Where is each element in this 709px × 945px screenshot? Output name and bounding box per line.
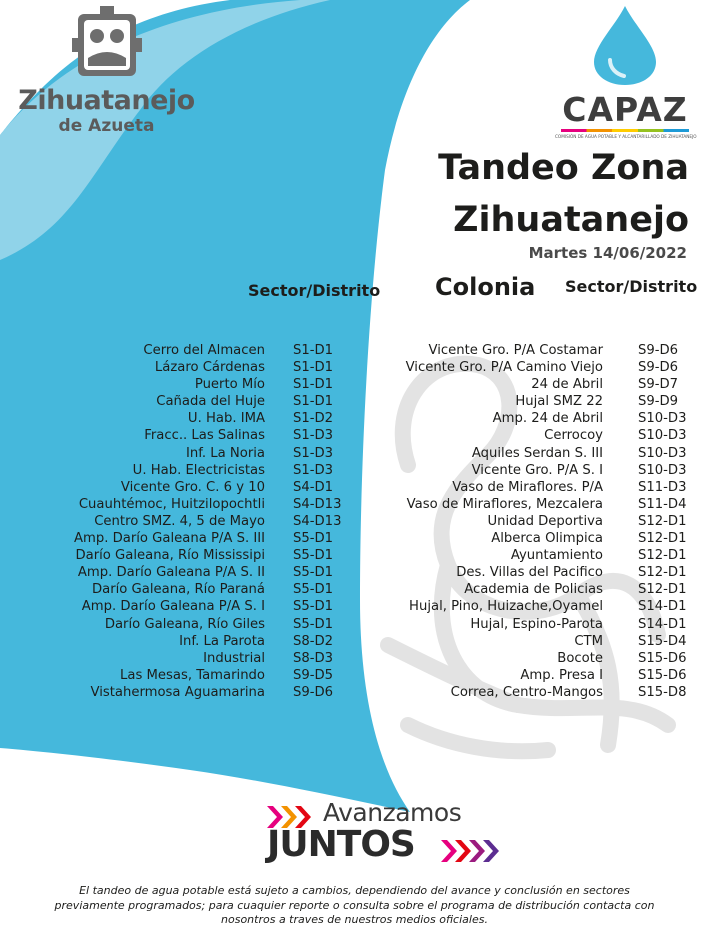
sector-code: S1-D3: [293, 462, 334, 478]
sector-code: S5-D1: [293, 616, 334, 632]
capaz-color-bar: [561, 129, 689, 132]
schedule-date: Martes 14/06/2022: [528, 244, 687, 262]
colonia-name: Aquiles Serdan S. III: [471, 445, 603, 461]
sector-code: S1-D2: [293, 411, 334, 427]
footer-disclaimer: El tandeo de agua potable está sujeto a cambios, dependiendo del avance y conclusión en sectores previamente programados; para cuaquier reporte o consulta sobre el programa de distribución contacta con nosontros a traves de nuestros medios oficiales.: [54, 884, 655, 926]
table-row: [355, 359, 705, 376]
municipality-name: Zihuatanejo: [18, 85, 195, 116]
table-row: [30, 581, 350, 598]
table-row: [30, 530, 350, 547]
table-row: [30, 427, 350, 444]
sector-code: S9-D6: [638, 360, 679, 376]
table-row: [355, 633, 705, 650]
colonia-name: Darío Galeana, Río Giles: [104, 616, 265, 632]
colonia-name: Las Mesas, Tamarindo: [120, 667, 265, 683]
sector-code: S12-D1: [638, 513, 687, 529]
colonia-name: Des. Villas del Pacifico: [456, 565, 603, 581]
colonia-name: Inf. La Parota: [179, 633, 265, 649]
sector-code: S8-D2: [293, 633, 334, 649]
colonia-name: Vicente Gro. P/A Costamar: [428, 343, 603, 358]
header-sector-left: Sector/Distrito: [248, 281, 381, 300]
colonia-name: Hujal, Pino, Huizache,Oyamel: [409, 599, 603, 615]
sector-code: S11-D3: [638, 479, 687, 495]
sector-code: S11-D4: [638, 496, 687, 512]
sector-code: S14-D1: [638, 616, 687, 632]
capaz-tagline: COMISIÓN DE AGUA POTABLE Y ALCANTARILLADO DE ZIHUATANEJO: [555, 134, 697, 139]
table-row: [30, 684, 350, 701]
sector-code: S12-D1: [638, 565, 687, 581]
table-row: [30, 393, 350, 410]
colonia-name: Vaso de Miraflores, Mezcalera: [406, 496, 603, 512]
sector-code: S15-D6: [638, 667, 687, 683]
colonia-name: CTM: [574, 633, 603, 649]
sector-code: S10-D3: [638, 411, 687, 427]
table-row: [355, 376, 705, 393]
colonia-name: Hujal, Espino-Parota: [470, 616, 603, 632]
slogan-bottom: JUNTOS: [267, 824, 415, 865]
colonia-name: Centro SMZ. 4, 5 de Mayo: [94, 513, 265, 529]
table-row: [355, 547, 705, 564]
table-row: [355, 496, 705, 513]
table-row: [30, 650, 350, 667]
table-row: [30, 616, 350, 633]
colonia-name: Academia de Policias: [464, 582, 603, 598]
colonia-name: Correa, Centro-Mangos: [450, 684, 603, 700]
table-row: [30, 445, 350, 462]
sector-code: S15-D8: [638, 684, 687, 700]
colonia-name: Alberca Olimpica: [491, 531, 603, 547]
colonia-name: Vistahermosa Aguamarina: [90, 684, 265, 700]
table-row: [30, 342, 350, 359]
table-row: [30, 667, 350, 684]
header-sector-right: Sector/Distrito: [565, 277, 698, 296]
colonia-name: Vicente Gro. C. 6 y 10: [120, 479, 265, 495]
table-row: [30, 479, 350, 496]
sector-code: S12-D1: [638, 582, 687, 598]
colonia-name: Puerto Mío: [194, 377, 265, 393]
title-line-2: Zihuatanejo: [453, 200, 689, 240]
header-colonia: Colonia: [435, 273, 536, 301]
sector-code: S4-D13: [293, 513, 342, 529]
colonia-name: Bocote: [557, 650, 603, 666]
sector-code: S10-D3: [638, 428, 687, 444]
table-row: [355, 462, 705, 479]
page-title: [438, 142, 689, 246]
colonia-name: Lázaro Cárdenas: [154, 360, 265, 376]
capaz-logo: [555, 4, 695, 139]
sector-code: S14-D1: [638, 599, 687, 615]
table-row: [30, 564, 350, 581]
municipality-subtitle: de Azueta: [58, 116, 155, 136]
colonia-name: Unidad Deportiva: [487, 513, 603, 529]
chevron-arrows-trailing-icon: [439, 836, 501, 866]
table-row: [30, 547, 350, 564]
colonia-name: Fracc.. Las Salinas: [144, 428, 265, 444]
colonia-name: Amp. Darío Galeana P/A S. I: [81, 599, 265, 615]
municipal-crest-icon: [72, 6, 142, 84]
colonia-name: Vicente Gro. P/A Camino Viejo: [405, 360, 603, 376]
colonia-name: Inf. La Noria: [185, 445, 265, 461]
table-row: [30, 598, 350, 615]
table-row: [355, 667, 705, 684]
sector-code: S15-D4: [638, 633, 687, 649]
table-row: [30, 633, 350, 650]
colonia-name: Cañada del Huje: [156, 394, 265, 410]
table-row: [355, 513, 705, 530]
table-row: [355, 598, 705, 615]
sector-code: S9-D6: [293, 684, 334, 700]
colonia-name: Vicente Gro. P/A S. I: [471, 462, 603, 478]
slogan-logo: [263, 796, 503, 868]
table-row: [355, 616, 705, 633]
table-row: [355, 564, 705, 581]
sector-code: S1-D1: [293, 343, 334, 358]
table-row: [30, 359, 350, 376]
colonia-name: Industrial: [203, 650, 265, 666]
sector-code: S9-D6: [638, 343, 679, 358]
sector-code: S8-D3: [293, 650, 334, 666]
colonia-name: Ayuntamiento: [510, 548, 603, 564]
sector-code: S1-D1: [293, 360, 334, 376]
table-row: [355, 342, 705, 359]
table-row: [355, 479, 705, 496]
sector-code: S10-D3: [638, 462, 687, 478]
table-row: [355, 581, 705, 598]
table-row: [355, 427, 705, 444]
table-row: [30, 376, 350, 393]
right-schedule-table: [355, 342, 705, 701]
colonia-name: Darío Galeana, Río Paraná: [91, 582, 265, 598]
colonia-name: Amp. 24 de Abril: [492, 411, 603, 427]
table-row: [30, 513, 350, 530]
sector-code: S10-D3: [638, 445, 687, 461]
colonia-name: Hujal SMZ 22: [515, 394, 603, 410]
table-row: [30, 496, 350, 513]
title-line-1: Tandeo Zona: [438, 148, 689, 188]
table-row: [30, 462, 350, 479]
colonia-name: Cuauhtémoc, Huitzilopochtli: [78, 496, 265, 512]
colonia-name: Vaso de Miraflores. P/A: [452, 479, 603, 495]
table-row: [355, 530, 705, 547]
table-row: [355, 410, 705, 427]
sector-code: S15-D6: [638, 650, 687, 666]
sector-code: S12-D1: [638, 548, 687, 564]
table-row: [30, 410, 350, 427]
sector-code: S1-D1: [293, 377, 334, 393]
table-row: [355, 650, 705, 667]
colonia-name: Darío Galeana, Río Mississipi: [75, 548, 265, 564]
sector-code: S5-D1: [293, 548, 334, 564]
sector-code: S5-D1: [293, 582, 334, 598]
sector-code: S9-D9: [638, 394, 679, 410]
sector-code: S12-D1: [638, 531, 687, 547]
table-row: [355, 393, 705, 410]
colonia-name: 24 de Abril: [531, 377, 603, 393]
sector-code: S5-D1: [293, 565, 334, 581]
municipality-logo: [14, 6, 199, 136]
slogan-top: Avanzamos: [323, 798, 462, 827]
sector-code: S1-D1: [293, 394, 334, 410]
sector-code: S4-D13: [293, 496, 342, 512]
colonia-name: Amp. Darío Galeana P/A S. III: [73, 531, 265, 547]
table-row: [355, 684, 705, 701]
colonia-name: U. Hab. IMA: [187, 411, 265, 427]
sector-code: S5-D1: [293, 531, 334, 547]
sector-code: S1-D3: [293, 445, 334, 461]
colonia-name: U. Hab. Electricistas: [132, 462, 265, 478]
capaz-wordmark: CAPAZ: [562, 90, 688, 129]
colonia-name: Amp. Presa I: [520, 667, 603, 683]
table-row: [355, 445, 705, 462]
colonia-name: Cerrocoy: [544, 428, 603, 444]
sector-code: S5-D1: [293, 599, 334, 615]
sector-code: S4-D1: [293, 479, 334, 495]
colonia-name: Amp. Darío Galeana P/A S. II: [77, 565, 265, 581]
sector-code: S9-D5: [293, 667, 334, 683]
water-drop-icon: [590, 4, 660, 86]
sector-code: S9-D7: [638, 377, 679, 393]
left-schedule-table: [30, 342, 350, 701]
colonia-name: Cerro del Almacen: [143, 343, 265, 358]
sector-code: S1-D3: [293, 428, 334, 444]
